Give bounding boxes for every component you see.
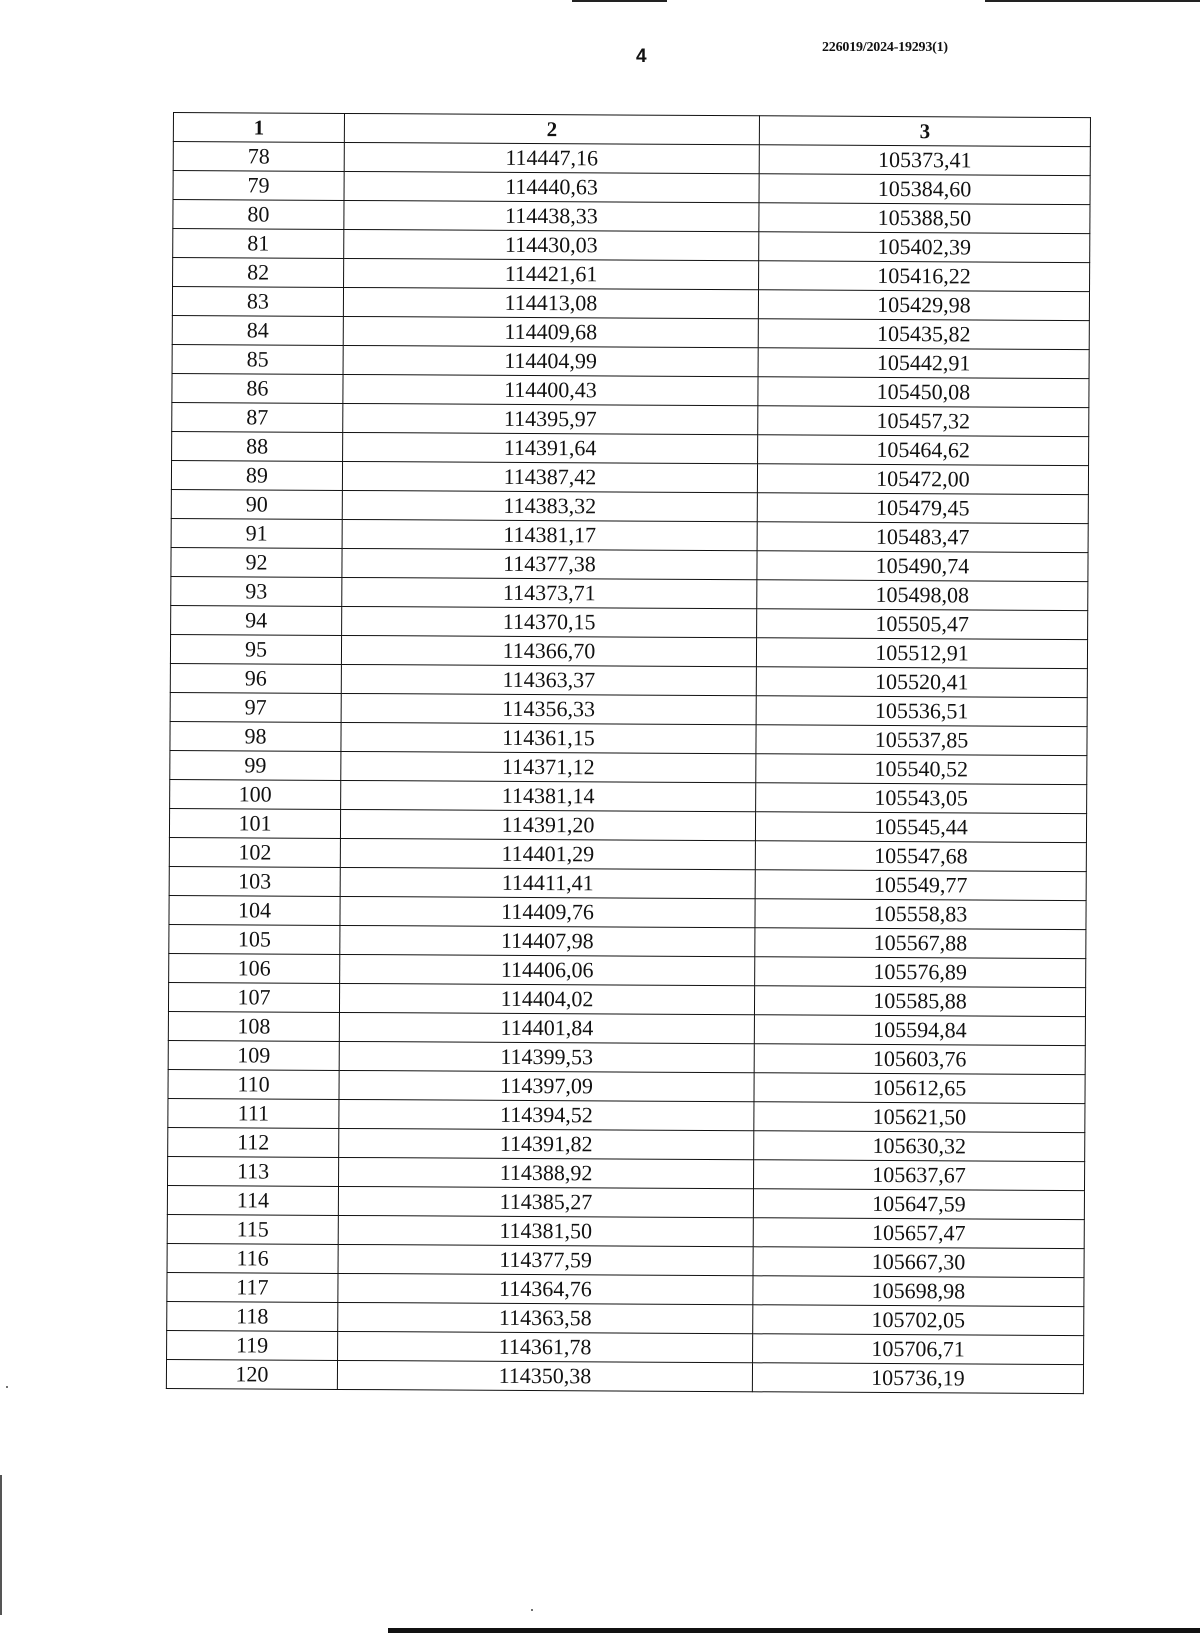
table-body xyxy=(166,142,1090,1394)
y-coordinate-cell: 105464,62 xyxy=(758,435,1089,466)
point-number-cell: 115 xyxy=(167,1214,338,1244)
x-coordinate-cell: 114361,78 xyxy=(338,1331,753,1362)
x-coordinate-cell: 114438,33 xyxy=(344,200,759,231)
x-coordinate-cell: 114366,70 xyxy=(341,635,756,666)
x-coordinate-cell: 114400,43 xyxy=(343,374,758,405)
point-number-cell: 103 xyxy=(169,866,340,896)
point-number-cell: 101 xyxy=(169,808,340,838)
point-number-cell: 112 xyxy=(168,1127,339,1157)
x-coordinate-cell: 114413,08 xyxy=(343,287,758,318)
point-number-cell: 110 xyxy=(168,1069,339,1099)
scan-bottom-edge-mark xyxy=(388,1628,1200,1633)
x-coordinate-cell: 114387,42 xyxy=(342,461,757,492)
y-coordinate-cell: 105630,32 xyxy=(754,1131,1085,1162)
point-number-cell: 102 xyxy=(169,837,340,867)
y-coordinate-cell: 105388,50 xyxy=(759,203,1090,234)
point-number-cell: 86 xyxy=(172,373,343,403)
point-number-cell: 94 xyxy=(171,605,342,635)
x-coordinate-cell: 114411,41 xyxy=(340,867,755,898)
point-number-cell: 84 xyxy=(172,315,343,345)
y-coordinate-cell: 105647,59 xyxy=(753,1189,1084,1220)
x-coordinate-cell: 114397,09 xyxy=(339,1070,754,1101)
column-header-x-coordinate: 2 xyxy=(344,113,759,144)
y-coordinate-cell: 105576,89 xyxy=(755,957,1086,988)
point-number-cell: 88 xyxy=(172,431,343,461)
x-coordinate-cell: 114401,84 xyxy=(339,1012,754,1043)
column-header-y-coordinate: 3 xyxy=(759,116,1090,147)
y-coordinate-cell: 105483,47 xyxy=(757,522,1088,553)
scan-top-edge-mark xyxy=(985,0,1200,2)
y-coordinate-cell: 105549,77 xyxy=(755,870,1086,901)
point-number-cell: 85 xyxy=(172,344,343,374)
y-coordinate-cell: 105416,22 xyxy=(759,261,1090,292)
y-coordinate-cell: 105558,83 xyxy=(755,899,1086,930)
scan-top-edge-mark xyxy=(572,0,667,2)
x-coordinate-cell: 114388,92 xyxy=(339,1157,754,1188)
point-number-cell: 89 xyxy=(171,460,342,490)
x-coordinate-cell: 114356,33 xyxy=(341,693,756,724)
y-coordinate-cell: 105547,68 xyxy=(755,841,1086,872)
x-coordinate-cell: 114401,29 xyxy=(340,838,755,869)
x-coordinate-cell: 114381,50 xyxy=(338,1215,753,1246)
x-coordinate-cell: 114409,76 xyxy=(340,896,755,927)
point-number-cell: 83 xyxy=(172,287,343,317)
y-coordinate-cell: 105545,44 xyxy=(755,812,1086,843)
y-coordinate-cell: 105612,65 xyxy=(754,1073,1085,1104)
x-coordinate-cell: 114350,38 xyxy=(337,1360,752,1391)
y-coordinate-cell: 105450,08 xyxy=(758,377,1089,408)
point-number-cell: 111 xyxy=(168,1098,339,1128)
x-coordinate-cell: 114377,59 xyxy=(338,1244,753,1275)
point-number-cell: 116 xyxy=(167,1243,338,1273)
point-number-cell: 118 xyxy=(167,1301,338,1331)
x-coordinate-cell: 114391,64 xyxy=(343,432,758,463)
point-number-cell: 100 xyxy=(170,779,341,809)
point-number-cell: 80 xyxy=(173,200,344,230)
y-coordinate-cell: 105373,41 xyxy=(759,145,1090,176)
y-coordinate-cell: 105429,98 xyxy=(758,290,1089,321)
x-coordinate-cell: 114394,52 xyxy=(339,1099,754,1130)
document-number: 226019/2024-19293(1) xyxy=(822,40,948,55)
point-number-cell: 91 xyxy=(171,518,342,548)
x-coordinate-cell: 114381,17 xyxy=(342,519,757,550)
y-coordinate-cell: 105702,05 xyxy=(753,1305,1084,1336)
y-coordinate-cell: 105457,32 xyxy=(758,406,1089,437)
y-coordinate-cell: 105512,91 xyxy=(756,638,1087,669)
y-coordinate-cell: 105621,50 xyxy=(754,1102,1085,1133)
y-coordinate-cell: 105442,91 xyxy=(758,348,1089,379)
point-number-cell: 120 xyxy=(166,1359,337,1389)
y-coordinate-cell: 105536,51 xyxy=(756,696,1087,727)
point-number-cell: 81 xyxy=(173,229,344,259)
point-number-cell: 79 xyxy=(173,171,344,201)
point-number-cell: 117 xyxy=(167,1272,338,1302)
y-coordinate-cell: 105736,19 xyxy=(752,1363,1083,1394)
x-coordinate-cell: 114440,63 xyxy=(344,171,759,202)
y-coordinate-cell: 105402,39 xyxy=(759,232,1090,263)
y-coordinate-cell: 105585,88 xyxy=(754,986,1085,1017)
y-coordinate-cell: 105537,85 xyxy=(756,725,1087,756)
y-coordinate-cell: 105698,98 xyxy=(753,1276,1084,1307)
x-coordinate-cell: 114399,53 xyxy=(339,1041,754,1072)
point-number-cell: 93 xyxy=(171,576,342,606)
x-coordinate-cell: 114391,82 xyxy=(339,1128,754,1159)
scan-speck xyxy=(6,1386,8,1388)
point-number-cell: 87 xyxy=(172,402,343,432)
y-coordinate-cell: 105498,08 xyxy=(757,580,1088,611)
point-number-cell: 98 xyxy=(170,721,341,751)
x-coordinate-cell: 114406,06 xyxy=(340,954,755,985)
x-coordinate-cell: 114381,14 xyxy=(341,780,756,811)
column-header-point-number: 1 xyxy=(173,113,344,143)
x-coordinate-cell: 114404,02 xyxy=(339,983,754,1014)
point-number-cell: 95 xyxy=(170,634,341,664)
y-coordinate-cell: 105657,47 xyxy=(753,1218,1084,1249)
y-coordinate-cell: 105637,67 xyxy=(753,1160,1084,1191)
point-number-cell: 97 xyxy=(170,692,341,722)
point-number-cell: 99 xyxy=(170,750,341,780)
point-number-cell: 90 xyxy=(171,489,342,519)
point-number-cell: 92 xyxy=(171,547,342,577)
x-coordinate-cell: 114383,32 xyxy=(342,490,757,521)
coordinates-table xyxy=(166,112,1091,1394)
x-coordinate-cell: 114430,03 xyxy=(344,229,759,260)
x-coordinate-cell: 114385,27 xyxy=(338,1186,753,1217)
x-coordinate-cell: 114391,20 xyxy=(340,809,755,840)
x-coordinate-cell: 114421,61 xyxy=(344,258,759,289)
point-number-cell: 109 xyxy=(168,1040,339,1070)
x-coordinate-cell: 114395,97 xyxy=(343,403,758,434)
y-coordinate-cell: 105384,60 xyxy=(759,174,1090,205)
x-coordinate-cell: 114447,16 xyxy=(344,142,759,173)
x-coordinate-cell: 114363,58 xyxy=(338,1302,753,1333)
point-number-cell: 96 xyxy=(170,663,341,693)
x-coordinate-cell: 114363,37 xyxy=(341,664,756,695)
y-coordinate-cell: 105567,88 xyxy=(755,928,1086,959)
y-coordinate-cell: 105435,82 xyxy=(758,319,1089,350)
y-coordinate-cell: 105505,47 xyxy=(757,609,1088,640)
y-coordinate-cell: 105603,76 xyxy=(754,1044,1085,1075)
y-coordinate-cell: 105479,45 xyxy=(757,493,1088,524)
y-coordinate-cell: 105472,00 xyxy=(757,464,1088,495)
y-coordinate-cell: 105594,84 xyxy=(754,1015,1085,1046)
table-row xyxy=(166,1359,1083,1393)
y-coordinate-cell: 105520,41 xyxy=(756,667,1087,698)
scan-speck xyxy=(531,1609,533,1611)
point-number-cell: 119 xyxy=(167,1330,338,1360)
point-number-cell: 108 xyxy=(168,1011,339,1041)
point-number-cell: 114 xyxy=(167,1185,338,1215)
x-coordinate-cell: 114377,38 xyxy=(342,548,757,579)
page-number: 4 xyxy=(636,46,647,67)
y-coordinate-cell: 105543,05 xyxy=(756,783,1087,814)
point-number-cell: 82 xyxy=(173,258,344,288)
point-number-cell: 106 xyxy=(169,953,340,983)
point-number-cell: 104 xyxy=(169,895,340,925)
x-coordinate-cell: 114370,15 xyxy=(342,606,757,637)
y-coordinate-cell: 105490,74 xyxy=(757,551,1088,582)
y-coordinate-cell: 105667,30 xyxy=(753,1247,1084,1278)
x-coordinate-cell: 114361,15 xyxy=(341,722,756,753)
x-coordinate-cell: 114373,71 xyxy=(342,577,757,608)
point-number-cell: 78 xyxy=(173,142,344,172)
x-coordinate-cell: 114371,12 xyxy=(341,751,756,782)
x-coordinate-cell: 114364,76 xyxy=(338,1273,753,1304)
x-coordinate-cell: 114407,98 xyxy=(340,925,755,956)
y-coordinate-cell: 105540,52 xyxy=(756,754,1087,785)
point-number-cell: 105 xyxy=(169,924,340,954)
x-coordinate-cell: 114404,99 xyxy=(343,345,758,376)
y-coordinate-cell: 105706,71 xyxy=(753,1334,1084,1365)
x-coordinate-cell: 114409,68 xyxy=(343,316,758,347)
point-number-cell: 107 xyxy=(168,982,339,1012)
scan-left-edge-mark xyxy=(0,1475,2,1615)
point-number-cell: 113 xyxy=(168,1156,339,1186)
